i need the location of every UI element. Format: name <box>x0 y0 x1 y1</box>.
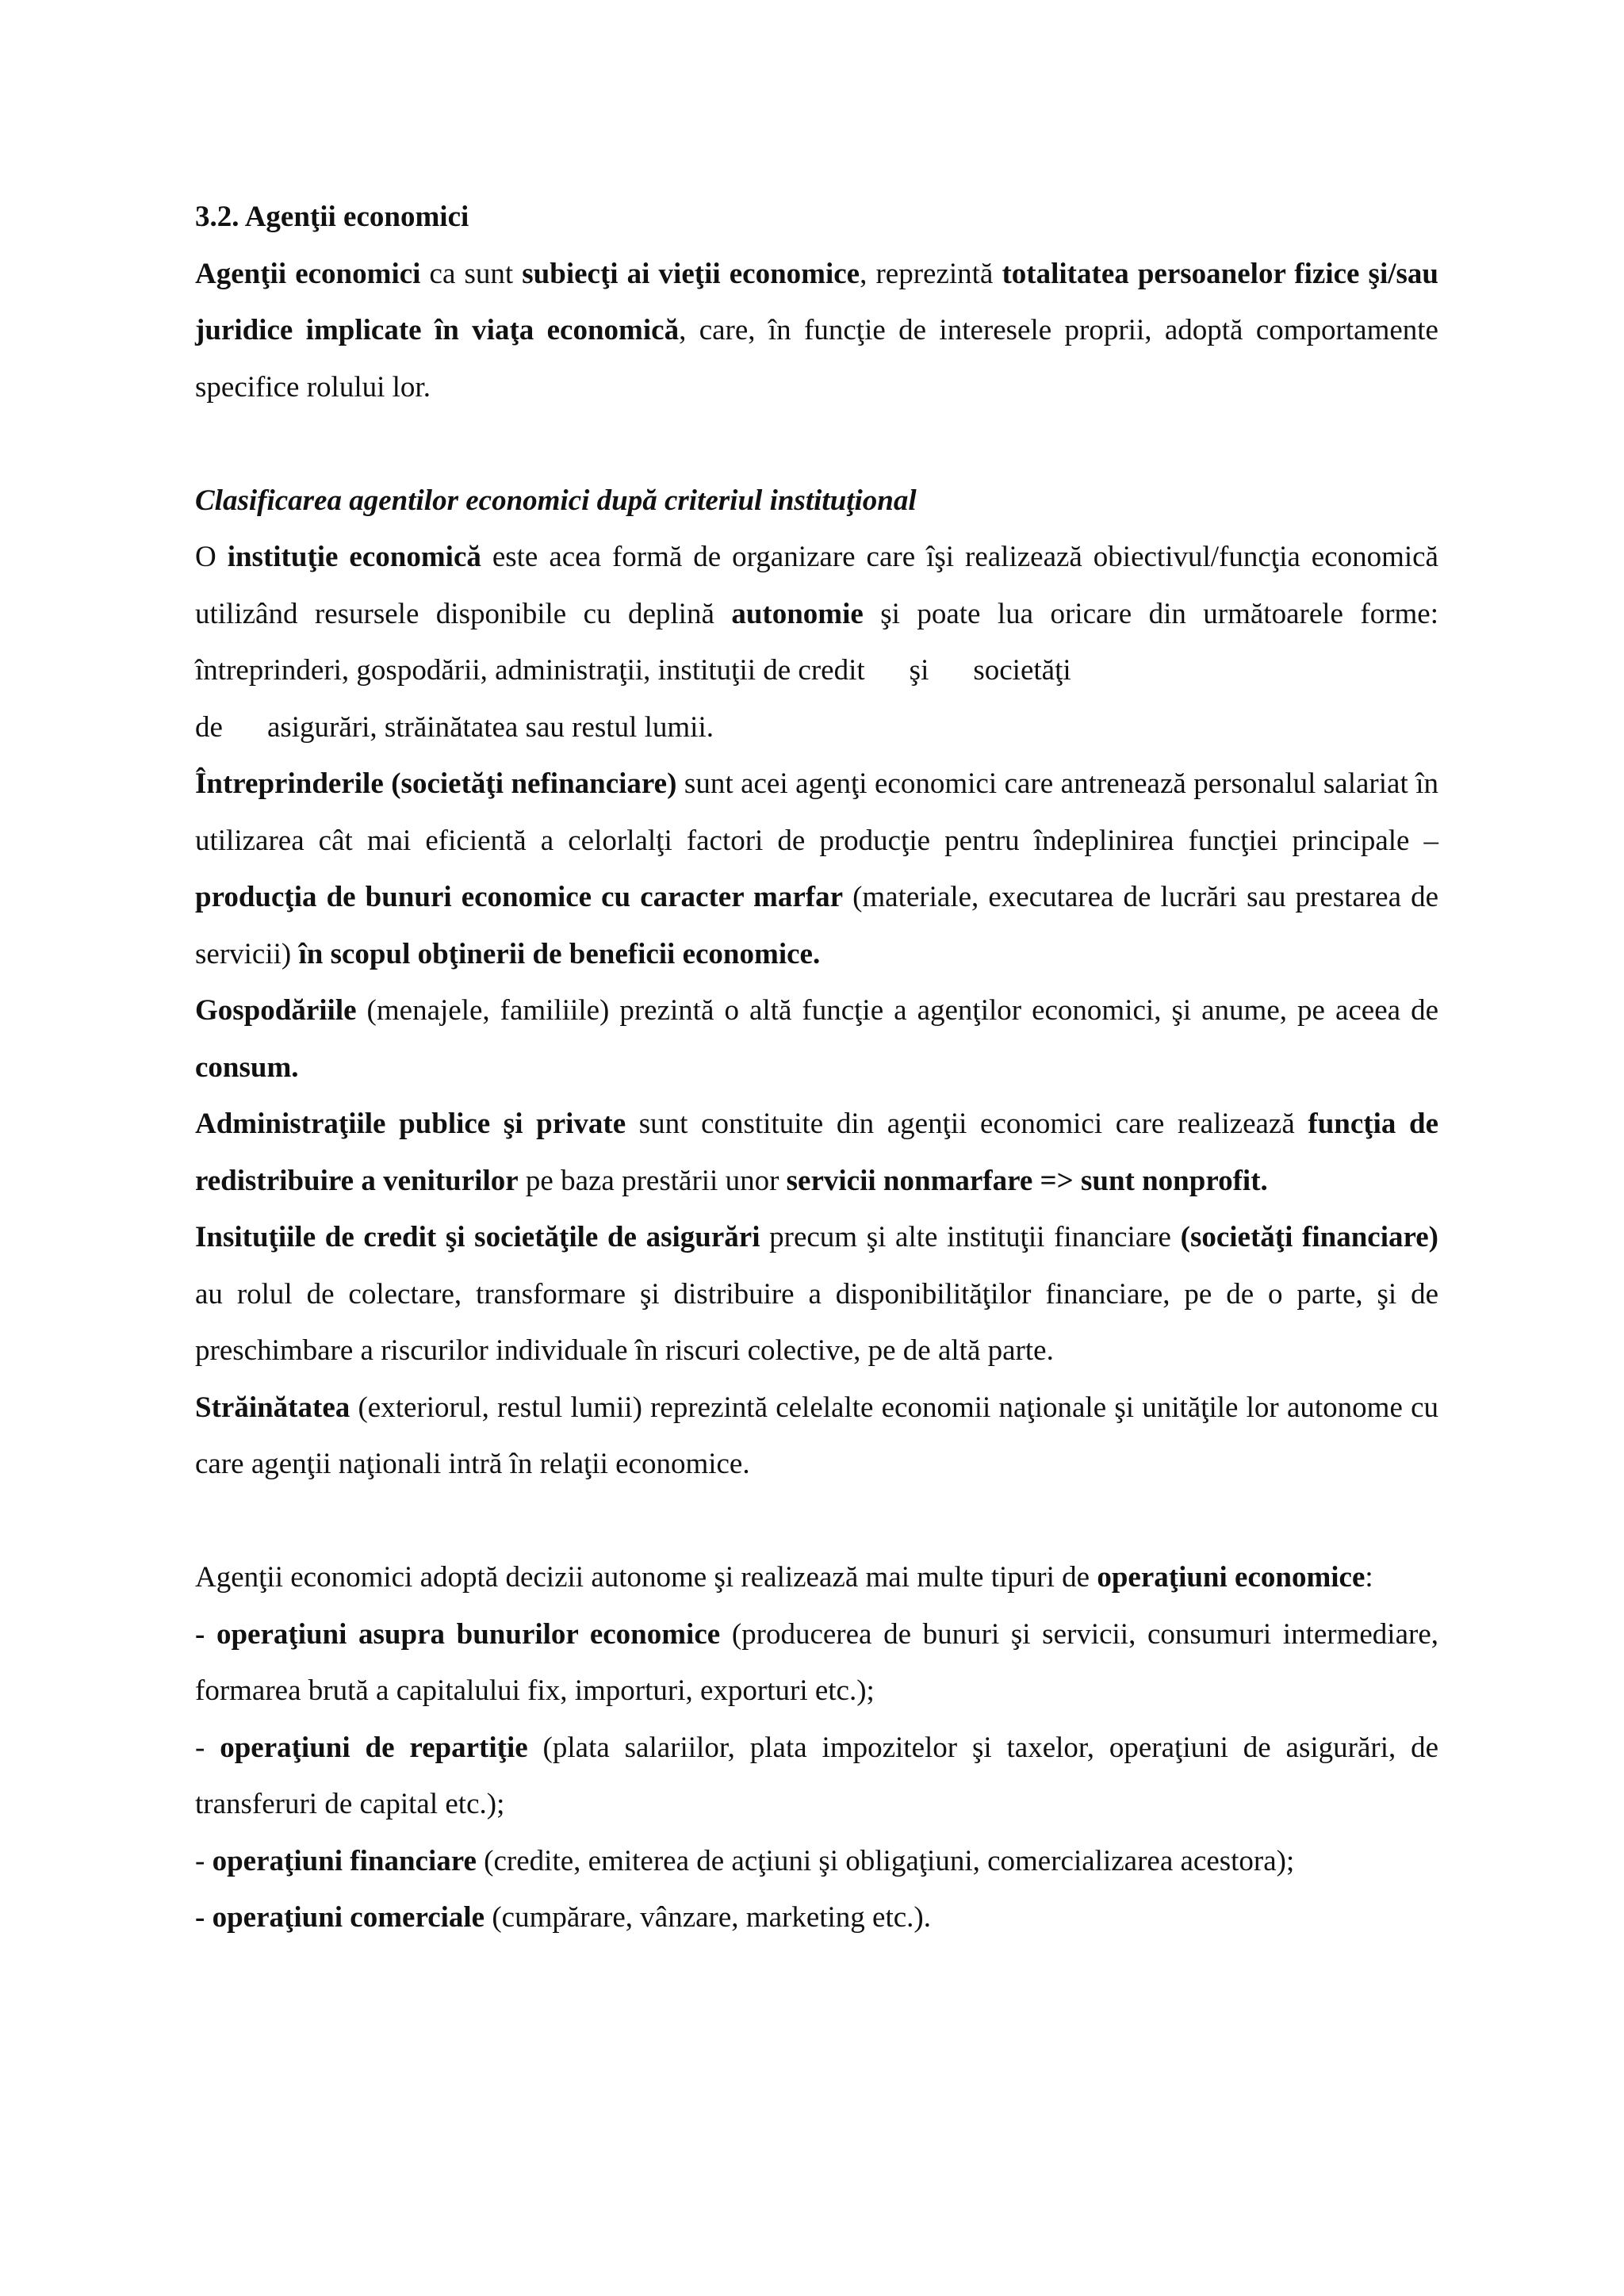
list-item: - operaţiuni asupra bunurilor economice (producerea de bunuri şi servicii, consumuri intermediare, formarea brută a capitalului fix, importuri, exporturi etc.); <box>195 1617 1438 1707</box>
list-item: - operaţiuni financiare (credite, emiterea de acţiuni şi obligaţiuni, comercializarea acestora); <box>195 1844 1295 1877</box>
intreprinderi-paragraph: Întreprinderile (societăţi nefinanciare) sunt acei agenţi economici care antrenează personalul salariat în utilizarea cât mai eficientă a celorlalţi factori de producţie pentru îndeplinirea funcţiei principale – producţia de bunuri economice cu caracter marfar (materiale, executarea de lucrări sau prestarea de servicii) în scopul obţinerii de beneficii economice. <box>195 767 1438 970</box>
classification-subheading: Clasificarea agentilor economici după criteriul instituţional <box>195 484 917 517</box>
section-title: 3.2. Agenţii economici <box>195 201 469 233</box>
operatiuni-intro-paragraph: Agenţii economici adoptă decizii autonome şi realizează mai multe tipuri de operaţiuni economice: <box>195 1561 1373 1594</box>
document-page <box>195 189 1438 1946</box>
spacer <box>195 415 1438 473</box>
list-item: - operaţiuni comerciale (cumpărare, vânzare, marketing etc.). <box>195 1901 932 1934</box>
spacer <box>195 1493 1438 1550</box>
administratii-paragraph: Administraţiile publice şi private sunt constituite din agenţii economici care realizează funcţia de redistribuire a veniturilor pe baza prestării unor servicii nonmarfare => sunt nonprofit. <box>195 1108 1439 1197</box>
strainatatea-paragraph: Străinătatea (exteriorul, restul lumii) reprezintă celelalte economii naţionale şi unităţile lor autonome cu care agenţii naţionali intră în relaţii economice. <box>195 1391 1438 1480</box>
list-item: - operaţiuni de repartiţie (plata salariilor, plata impozitelor şi taxelor, operaţiuni de asigurări, de transferuri de capital etc.); <box>195 1731 1439 1820</box>
institutie-paragraph: O instituţie economică este acea formă de organizare care îşi realizează obiectivul/funcţia economică utilizând resursele disponibile cu deplină autonomie şi poate lua oricare din următoarele forme: întreprinderi, gospodării, administraţii, instituţii de credit şi societăţi de asigurări, străinătatea sau restul lumii. <box>195 541 1438 744</box>
gospodarii-paragraph: Gospodăriile (menajele, familiile) prezintă o altă funcţie a agenţilor economici, şi anume, pe aceea de consum. <box>195 994 1438 1084</box>
intro-paragraph: Agenţii economici ca sunt subiecţi ai vieţii economice, reprezintă totalitatea persoanelor fizice şi/sau juridice implicate în viaţa economică, care, în funcţie de interesele proprii, adoptă comportamente specifice rolului lor. <box>195 257 1438 404</box>
institutii-credit-paragraph: Insituţiile de credit şi societăţile de asigurări precum şi alte instituţii financiare (societăţi financiare) au rolul de colectare, transformare şi distribuire a disponibilităţilor financiare, pe de o parte, şi de preschimbare a riscurilor individuale în riscuri colective, pe de altă parte. <box>195 1221 1438 1367</box>
